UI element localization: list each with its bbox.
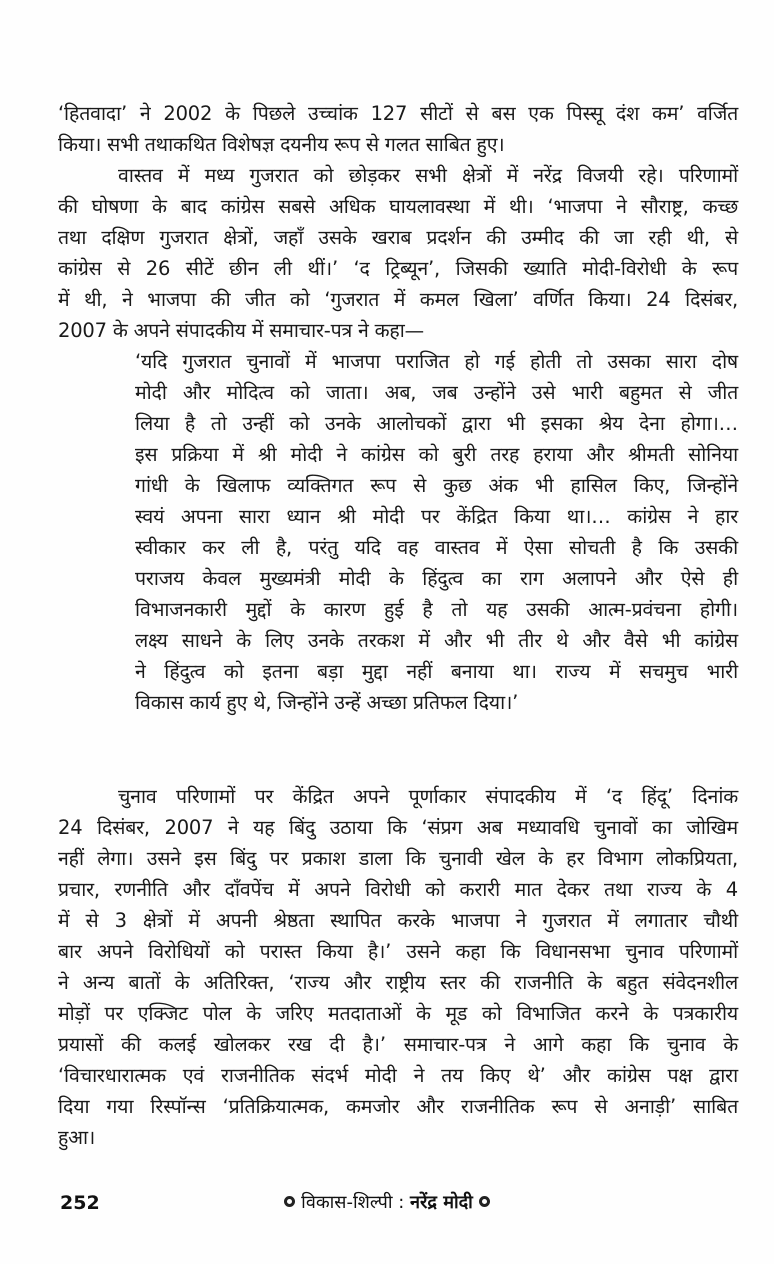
quote-line: ने हिंदुत्व को इतना बड़ा मुद्दा नहीं बनाया था। राज्य में सचमुच भारी xyxy=(135,660,738,683)
body-text-section-1 xyxy=(58,98,738,346)
quote-line: स्वयं अपना सारा ध्यान श्री मोदी पर केंद्रित किया था।… कांग्रेस ने हार xyxy=(135,505,738,528)
text-line: तथा दक्षिण गुजरात क्षेत्रों, जहाँ उसके खराब प्रदर्शन की उम्मीद की जा रही थी, से xyxy=(58,226,738,249)
text-line: दिया गया रिस्पॉन्स ‘प्रतिक्रियात्मक, कमजोर और राजनीतिक रूप से अनाड़ी’ साबित xyxy=(58,1095,738,1118)
text-line: में थी, ने भाजपा की जीत को ‘गुजरात में कमल खिला’ वर्णित किया। 24 दिसंबर, xyxy=(58,288,738,311)
quote-line: विभाजनकारी मुद्दों के कारण हुई है तो यह उसकी आत्म-प्रवंचना होगी। xyxy=(135,598,738,621)
text-line: प्रचार, रणनीति और दाँवपेंच में अपने विरोधी को करारी मात देकर तथा राज्य के 4 xyxy=(58,878,738,901)
text-line: ने अन्य बातों के अतिरिक्त, ‘राज्य और राष्ट्रीय स्तर की राजनीति के बहुत संवेदनशील xyxy=(58,971,738,994)
text-line: मोड़ों पर एक्जिट पोल के जरिए मतदाताओं के मूड को विभाजित करने के पत्रकारीय xyxy=(58,1002,738,1025)
author-name: नरेंद्र मोदी xyxy=(410,1192,473,1213)
text-line: हुआ। xyxy=(58,1126,96,1149)
book-title: विकास-शिल्पी : xyxy=(301,1192,405,1213)
text-line: वास्तव में मध्य गुजरात को छोड़कर सभी क्षेत्रों में नरेंद्र विजयी रहे। परिणामों xyxy=(118,164,738,187)
page-footer xyxy=(0,1188,774,1218)
block-quote xyxy=(135,346,738,718)
quote-line: स्वीकार कर ली है, परंतु यदि वह वास्तव में ऐसा सोचती है कि उसकी xyxy=(135,536,738,559)
body-text-section-2 xyxy=(58,781,738,1153)
quote-line: विकास कार्य हुए थे, जिन्होंने उन्हें अच्छा प्रतिफल दिया।’ xyxy=(135,691,519,714)
text-line: 24 दिसंबर, 2007 ने यह बिंदु उठाया कि ‘संप्रग अब मध्यावधि चुनावों का जोखिम xyxy=(58,816,738,839)
text-line: में से 3 क्षेत्रों में अपनी श्रेष्ठता स्थापित करके भाजपा ने गुजरात में लगातार चौथी xyxy=(58,909,738,932)
text-line: ‘हितवादा’ ने 2002 के पिछले उच्चांक 127 सीटों से बस एक पिस्सू दंश कम’ वर्जित xyxy=(58,102,738,125)
quote-line: ‘यदि गुजरात चुनावों में भाजपा पराजित हो गई होती तो उसका सारा दोष xyxy=(135,350,738,373)
quote-line: मोदी और मोदित्व को जाता। अब, जब उन्होंने उसे भारी बहुमत से जीत xyxy=(135,381,738,404)
quote-line: गांधी के खिलाफ व्यक्तिगत रूप से कुछ अंक भी हासिल किए, जिन्होंने xyxy=(135,474,738,497)
flower-ornament-icon xyxy=(479,1196,490,1207)
text-line: किया। सभी तथाकथित विशेषज्ञ दयनीय रूप से गलत साबित हुए। xyxy=(58,133,505,156)
text-line: कांग्रेस से 26 सीटें छीन ली थीं।’ ‘द ट्रिब्यून’, जिसकी ख्याति मोदी-विरोधी के रूप xyxy=(58,257,738,280)
quote-line: लिया है तो उन्हीं को उनके आलोचकों द्वारा भी इसका श्रेय देना होगा।… xyxy=(135,412,738,435)
text-line: 2007 के अपने संपादकीय में समाचार-पत्र ने कहा— xyxy=(58,319,424,342)
quote-line: पराजय केवल मुख्यमंत्री मोदी के हिंदुत्व का राग अलापने और ऐसे ही xyxy=(135,567,738,590)
quote-line: इस प्रक्रिया में श्री मोदी ने कांग्रेस को बुरी तरह हराया और श्रीमती सोनिया xyxy=(135,443,738,466)
text-line: बार अपने विरोधियों को परास्त किया है।’ उसने कहा कि विधानसभा चुनाव परिणामों xyxy=(58,940,738,963)
text-line: ‘विचारधारात्मक एवं राजनीतिक संदर्भ मोदी ने तय किए थे’ और कांग्रेस पक्ष द्वारा xyxy=(58,1064,738,1087)
text-line: नहीं लेगा। उसने इस बिंदु पर प्रकाश डाला कि चुनावी खेल के हर विभाग लोकप्रियता, xyxy=(58,847,738,870)
text-line: की घोषणा के बाद कांग्रेस सबसे अधिक घायलावस्था में थी। ‘भाजपा ने सौराष्ट्र, कच्छ xyxy=(58,195,738,218)
text-line: चुनाव परिणामों पर केंद्रित अपने पूर्णाकार संपादकीय में ‘द हिंदू’ दिनांक xyxy=(118,785,738,808)
page-number: 252 xyxy=(60,1192,100,1214)
running-head xyxy=(0,1188,774,1218)
text-line: प्रयासों की कलई खोलकर रख दी है।’ समाचार-पत्र ने आगे कहा कि चुनाव के xyxy=(58,1033,738,1056)
flower-ornament-icon xyxy=(284,1196,295,1207)
quote-line: लक्ष्य साधने के लिए उनके तरकश में और भी तीर थे और वैसे भी कांग्रेस xyxy=(135,629,738,652)
